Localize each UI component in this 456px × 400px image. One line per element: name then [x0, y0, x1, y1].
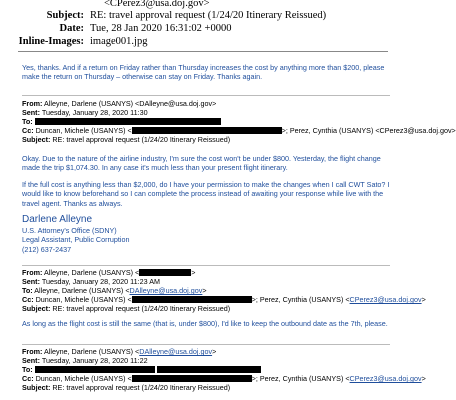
m4-to-redaction-b	[157, 366, 261, 373]
signature-title: Legal Assistant, Public Corruption	[22, 235, 130, 245]
m4-from-email-link[interactable]: DAlleyne@usa.doj.gov	[139, 347, 213, 356]
m2-cc-label: Cc:	[22, 126, 34, 135]
signature-name: Darlene Alleyne	[22, 214, 93, 225]
header-date-row	[0, 22, 400, 35]
m3-from-label: From:	[22, 268, 43, 277]
m4-to-label: To:	[22, 365, 33, 374]
m3-subject-label: Subject:	[22, 304, 51, 313]
m2-subject-value: RE: travel approval request (1/24/20 Itinerary Reissued)	[52, 135, 231, 144]
m4-subject-label: Subject:	[22, 383, 51, 392]
header-inline-row	[0, 35, 400, 48]
m2-to-redaction	[35, 118, 221, 125]
m2-cc-b: >; Perez, Cynthia (USANYS) <CPerez3@usa.doj.gov>	[281, 126, 456, 135]
m4-cc-end: >	[421, 374, 426, 383]
m3-to-end: >	[202, 286, 207, 295]
message2-separator	[22, 95, 390, 96]
message3-body: As long as the flight cost is still the same (that is, under $800), I'd like to keep the outbound date as the 7th, please.	[22, 319, 388, 328]
header-subject-row	[0, 9, 400, 22]
m4-from-label: From:	[22, 347, 43, 356]
m3-from-value: Alleyne, Darlene (USANYS) <	[43, 268, 140, 277]
message3-separator	[22, 265, 390, 266]
m3-to-value: Alleyne, Darlene (USANYS) <	[34, 286, 130, 295]
signature-phone: (212) 637-2437	[22, 244, 72, 254]
m4-cc-label: Cc:	[22, 374, 34, 383]
signature-office: U.S. Attorney's Office (SDNY)	[22, 226, 117, 235]
subject-label: Subject:	[46, 10, 84, 21]
m2-sent-value: Tuesday, January 28, 2020 11:30	[41, 108, 148, 117]
top-email: <CPerez3@usa.doj.gov>	[104, 0, 210, 9]
m3-from-redaction	[139, 269, 191, 276]
m3-cc-email-link[interactable]: CPerez3@usa.doj.gov	[349, 295, 422, 304]
m3-cc-a: Duncan, Michele (USANYS) <	[35, 295, 132, 304]
m4-from-value: Alleyne, Darlene (USANYS) <	[43, 347, 140, 356]
m4-from-end: >	[212, 347, 217, 356]
message2-para2: If the full cost is anything less than $2,000, do I have your permission to make the changes when I call CWT Sato? I would like to know beforehand so I can complete the process instead of awaiting your response while live with the travel agent. Thanks as always.	[22, 180, 390, 208]
message3-header	[22, 268, 426, 313]
inline-images-value: image001.jpg	[90, 36, 148, 47]
m4-sent-value: Tuesday, January 28, 2020 11:22	[41, 356, 148, 365]
date-value: Tue, 28 Jan 2020 16:31:02 +0000	[90, 23, 232, 34]
m3-from-end: >	[191, 268, 196, 277]
m4-cc-email-link[interactable]: CPerez3@usa.doj.gov	[349, 374, 422, 383]
inline-images-label: Inline-Images:	[18, 36, 84, 47]
m4-cc-b: >; Perez, Cynthia (USANYS) <	[251, 374, 350, 383]
message2-header	[22, 99, 456, 144]
m4-subject-value: RE: travel approval request (1/24/20 Itinerary Reissued)	[52, 383, 231, 392]
signature-block	[22, 214, 129, 254]
m3-sent-value: Tuesday, January 28, 2020 11:23 AM	[41, 277, 160, 286]
m4-to-redaction-a	[35, 366, 155, 373]
m2-cc-a: Duncan, Michele (USANYS) <	[35, 126, 132, 135]
m3-cc-redaction	[132, 296, 252, 303]
message2-para1: Okay. Due to the nature of the airline industry, I'm sure the cost won't be under $800. Yesterday, the flight change made the trip $1,074.30. In any case it's much less than your present flight itinerary.	[22, 154, 381, 173]
message4-separator	[22, 344, 390, 345]
message1-body: Yes, thanks. And if a return on Friday rather than Thursday increases the cost by anything more than $200, please make the return on Thursday – otherwise can stay on Friday. Thanks again.	[22, 63, 385, 82]
m4-sent-label: Sent:	[22, 356, 40, 365]
m3-to-email-link[interactable]: DAlleyne@usa.doj.gov	[129, 286, 203, 295]
message4-header	[22, 347, 426, 392]
m3-to-label: To:	[22, 286, 33, 295]
m4-cc-a: Duncan, Michele (USANYS) <	[35, 374, 132, 383]
m3-subject-value: RE: travel approval request (1/24/20 Itinerary Reissued)	[52, 304, 231, 313]
header-divider	[18, 51, 388, 52]
m3-cc-label: Cc:	[22, 295, 34, 304]
m2-cc-redaction	[132, 127, 282, 134]
m4-cc-redaction	[132, 375, 252, 382]
m2-from-value: Alleyne, Darlene (USANYS) <DAlleyne@usa.doj.gov>	[43, 99, 217, 108]
subject-value: RE: travel approval request (1/24/20 Itinerary Reissued)	[90, 10, 327, 21]
m3-sent-label: Sent:	[22, 277, 40, 286]
m2-subject-label: Subject:	[22, 135, 51, 144]
m2-from-label: From:	[22, 99, 43, 108]
date-label: Date:	[59, 23, 84, 34]
m2-to-label: To:	[22, 117, 33, 126]
m3-cc-b: >; Perez, Cynthia (USANYS) <	[251, 295, 350, 304]
m3-cc-end: >	[421, 295, 426, 304]
m2-sent-label: Sent:	[22, 108, 40, 117]
